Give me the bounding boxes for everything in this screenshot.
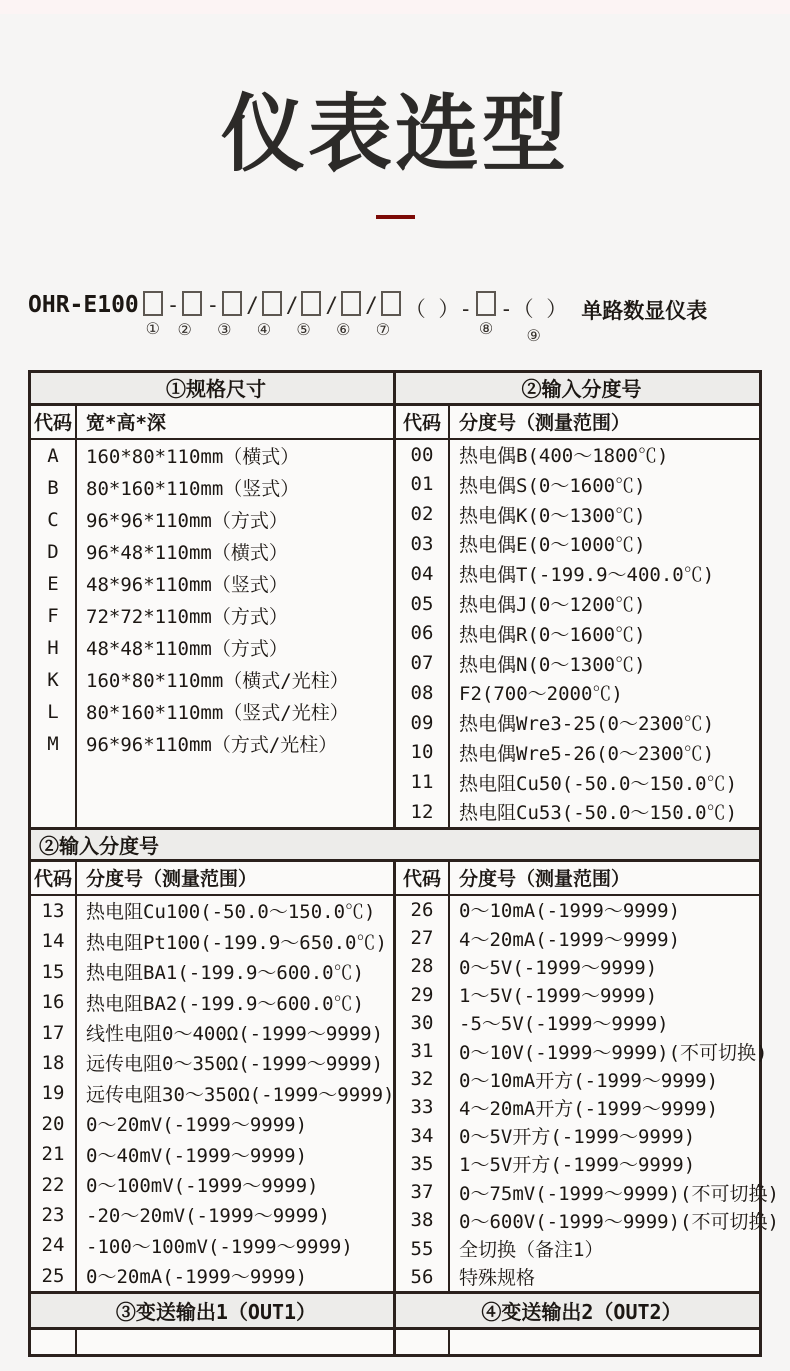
code-cell: 37: [410, 1181, 434, 1204]
input-range-list-1: [396, 440, 759, 827]
desc-cell: 热电阻BA1(-199.9～600.0℃): [86, 962, 365, 985]
table-row: [31, 1017, 393, 1047]
table-row: [396, 980, 779, 1008]
model-code-slot: [206, 289, 242, 338]
code-cell: 34: [410, 1124, 434, 1147]
model-code-slot-top: [500, 289, 567, 323]
section3-body-clipped: [31, 1330, 759, 1354]
code-cell: H: [47, 636, 59, 659]
desc-cell: 0～10mA(-1999～9999): [459, 900, 681, 923]
col-header-range: 分度号（测量范围）: [86, 868, 258, 891]
desc-cell: -100～100mV(-1999～9999): [86, 1235, 353, 1258]
code-cell: D: [47, 540, 59, 563]
code-cell: F: [47, 604, 59, 627]
table-row: [396, 440, 759, 470]
code-cell: 03: [410, 532, 434, 555]
table-row: [31, 1169, 393, 1199]
code-cell: L: [47, 700, 59, 723]
code-cell: 14: [41, 930, 65, 953]
code-cell: 11: [410, 771, 434, 794]
code-cell: 27: [410, 927, 434, 950]
table-row: [31, 957, 393, 987]
code-cell: 21: [41, 1143, 65, 1166]
input-range-list-2-right: [396, 896, 779, 1291]
col-header-code: 代码: [33, 868, 72, 891]
code-box: [262, 291, 282, 316]
desc-cell: 0～20mV(-1999～9999): [86, 1114, 308, 1137]
ordering-code-line: [28, 289, 790, 344]
position-marker: ⑨: [526, 325, 541, 345]
code-cell: 30: [410, 1011, 434, 1034]
model-code-slot: [500, 289, 567, 344]
model-code-slot-top: [206, 289, 242, 317]
position-marker: ④: [256, 319, 272, 339]
code-separator: /: [365, 292, 378, 317]
code-cell: 23: [41, 1203, 65, 1226]
code-cell: 15: [41, 960, 65, 983]
desc-cell: 热电偶R(0～1600℃): [459, 623, 646, 646]
column-divider: [75, 1330, 77, 1354]
code-cell: 08: [410, 681, 434, 704]
table-row: [396, 678, 759, 708]
code-box: [381, 291, 401, 316]
code-cell: 06: [410, 622, 434, 645]
desc-cell: 热电偶S(0～1600℃): [459, 474, 646, 497]
table-row: [396, 1178, 779, 1206]
section3-left-partial: [31, 1330, 396, 1354]
col-header-code: 代码: [33, 412, 72, 435]
position-marker: ⑤: [296, 319, 311, 339]
section3-header-row: [31, 1294, 759, 1330]
position-marker: ⑦: [375, 319, 391, 339]
table-row: [396, 708, 759, 738]
code-separator: （ ）-: [404, 296, 473, 321]
code-cell: 56: [410, 1265, 434, 1288]
code-box: [222, 291, 242, 316]
section1-subheader-row: [31, 406, 759, 440]
code-cell: 13: [41, 899, 65, 922]
desc-cell: 48*96*110mm（竖式）: [86, 574, 288, 597]
table-row: [31, 1200, 393, 1230]
code-cell: 22: [41, 1173, 65, 1196]
table-row: [396, 952, 779, 980]
desc-cell: 160*80*110mm（横式）: [86, 446, 300, 469]
code-cell: B: [47, 476, 59, 499]
table-row: [396, 767, 759, 797]
code-cell: K: [47, 668, 59, 691]
code-separator: -: [166, 292, 180, 317]
code-cell: 09: [410, 711, 434, 734]
table-row: [31, 696, 393, 728]
code-cell: 07: [410, 652, 434, 675]
table-row: [396, 1122, 779, 1150]
table-row: [396, 1234, 779, 1262]
model-code-slot: [167, 289, 203, 338]
table-row: [31, 600, 393, 632]
code-cell: 38: [410, 1209, 434, 1232]
table-row: [396, 1206, 779, 1234]
subheader-cells: [396, 862, 759, 894]
table-row: [31, 568, 393, 600]
table-row: [31, 504, 393, 536]
col-header-code: 代码: [402, 868, 441, 891]
code-separator: -（ ）: [500, 296, 568, 321]
table-row: [396, 1009, 779, 1037]
table-row: [31, 472, 393, 504]
table-row: [31, 987, 393, 1017]
code-cell: 24: [41, 1234, 65, 1257]
desc-cell: 热电偶J(0～1200℃): [459, 594, 646, 616]
code-separator: -: [206, 292, 220, 317]
desc-cell: 热电偶Wre3-25(0～2300℃): [459, 713, 715, 736]
model-code-slot: [286, 289, 322, 338]
table-row: [31, 632, 393, 664]
code-cell: 35: [410, 1152, 434, 1175]
desc-cell: F2(700～2000℃): [459, 683, 623, 706]
desc-cell: 热电阻Cu53(-50.0～150.0℃): [459, 802, 738, 825]
table-row: [396, 924, 779, 952]
code-box: [476, 291, 496, 316]
model-code-slot-top: [143, 289, 163, 316]
code-cell: M: [47, 732, 59, 755]
selection-table: [28, 370, 779, 1357]
desc-cell: 线性电阻0～400Ω(-1999～9999): [86, 1023, 384, 1046]
code-box: [341, 291, 361, 316]
table-row: [396, 470, 759, 500]
section-title-out1: ③变送输出1（OUT1）: [31, 1294, 396, 1327]
column-divider: [75, 440, 77, 827]
desc-cell: 0～40mV(-1999～9999): [86, 1144, 308, 1167]
desc-cell: 热电阻Cu50(-50.0～150.0℃): [459, 772, 738, 795]
col-header-code: 代码: [402, 412, 441, 435]
table-row: [396, 1065, 779, 1093]
desc-cell: 远传电阻0～350Ω(-1999～9999): [86, 1053, 384, 1076]
code-separator: /: [325, 292, 339, 317]
position-marker: ①: [145, 318, 160, 338]
section1-right-subheader: [396, 406, 759, 438]
section-title-input-range: ②输入分度号: [521, 377, 642, 402]
desc-cell: 热电偶Wre5-26(0～2300℃): [459, 742, 715, 765]
code-separator: /: [285, 292, 299, 317]
table-row: [396, 896, 779, 924]
code-box: [182, 291, 202, 316]
model-suffix: 单路数显仪表: [581, 298, 708, 323]
code-cell: 19: [41, 1082, 65, 1105]
desc-cell: 96*96*110mm（方式/光柱）: [86, 734, 338, 757]
code-cell: 10: [410, 741, 434, 764]
model-code-slot-top: [405, 289, 472, 323]
column-divider: [448, 406, 450, 438]
table-row: [396, 648, 759, 678]
section-title-out2: ④变送输出2（OUT2）: [481, 1299, 682, 1324]
desc-cell: 0～10mA开方(-1999～9999): [459, 1069, 719, 1092]
code-cell: 16: [41, 991, 65, 1014]
model-code-slot-top: [167, 289, 203, 317]
code-cell: 20: [41, 1112, 65, 1135]
desc-cell: 0～10V(-1999～9999)(不可切换): [459, 1041, 768, 1064]
desc-cell: 热电阻Pt100(-199.9～650.0℃): [86, 931, 387, 954]
table-row: [31, 926, 393, 956]
table-row: [31, 536, 393, 568]
desc-cell: 热电偶T(-199.9～400.0℃): [459, 564, 715, 587]
column-divider: [448, 1330, 450, 1354]
section2-left-subheader: [31, 862, 396, 894]
desc-cell: 0～20mA(-1999～9999): [86, 1266, 308, 1289]
section1-left-subheader: [31, 406, 396, 438]
code-cell: C: [47, 508, 59, 531]
desc-cell: 96*48*110mm（横式）: [86, 542, 288, 565]
table-row: [31, 1048, 393, 1078]
table-row: [31, 728, 393, 760]
model-code-slot-top: [365, 289, 401, 317]
desc-cell: 0～75mV(-1999～9999)(不可切换): [459, 1182, 779, 1205]
desc-cell: 热电阻Cu100(-50.0～150.0℃): [86, 901, 376, 924]
desc-cell: 96*96*110mm（方式）: [86, 510, 288, 533]
table-row: [396, 1150, 779, 1178]
desc-cell: 48*48*110mm（方式）: [86, 638, 288, 661]
model-code-slot-top: [246, 289, 282, 317]
code-cell: 17: [41, 1021, 65, 1044]
model-code-slot: [246, 289, 282, 338]
spec-size-list: [31, 440, 396, 827]
model-code-slot: [143, 289, 163, 337]
desc-cell: 特殊规格: [459, 1267, 536, 1290]
desc-cell: -20～20mV(-1999～9999): [86, 1205, 330, 1228]
subheader-cells: [31, 406, 393, 438]
col-header-range: 分度号（测量范围）: [459, 868, 631, 891]
table-row: [396, 499, 759, 529]
code-cell: 28: [410, 955, 434, 978]
col-header-dimensions: 宽*高*深: [86, 412, 166, 435]
column-divider: [448, 862, 450, 894]
section3-right-partial: [396, 1330, 759, 1354]
column-divider: [448, 896, 450, 1291]
code-cell: A: [47, 444, 59, 467]
desc-cell: 80*160*110mm（竖式）: [86, 478, 300, 501]
position-marker: ②: [177, 319, 192, 339]
desc-cell: 0～5V开方(-1999～9999): [459, 1126, 696, 1149]
table-row: [31, 1139, 393, 1169]
table-row: [31, 440, 393, 472]
model-prefix: OHR-E100: [28, 291, 139, 318]
position-marker: ③: [217, 319, 232, 339]
position-marker: ⑧: [478, 318, 494, 338]
top-strip: [0, 0, 790, 14]
column-divider: [448, 440, 450, 827]
desc-cell: 0～100mV(-1999～9999): [86, 1175, 319, 1197]
code-cell: 12: [410, 800, 434, 823]
code-cell: 33: [410, 1096, 434, 1119]
table-row: [31, 896, 393, 926]
desc-cell: 热电偶B(400～1800℃): [459, 445, 669, 468]
code-box: [143, 291, 163, 316]
section2-right-subheader: [396, 862, 759, 894]
desc-cell: 远传电阻30～350Ω(-1999～9999): [86, 1083, 395, 1106]
table-row: [396, 1037, 779, 1065]
code-cell: 01: [410, 473, 434, 496]
table-row: [396, 1263, 779, 1291]
subheader-cells: [396, 406, 759, 438]
table-row: [396, 589, 759, 619]
section1-header-row: [31, 373, 759, 406]
desc-cell: -5～5V(-1999～9999): [459, 1013, 669, 1036]
table-row: [31, 1078, 393, 1108]
table-row: [396, 529, 759, 559]
table-row: [396, 559, 759, 589]
code-cell: 26: [410, 898, 434, 921]
model-code-slot-top: [325, 289, 361, 317]
desc-cell: 1～5V(-1999～9999): [459, 985, 658, 1008]
col-header-range: 分度号（测量范围）: [459, 412, 631, 435]
code-separator: /: [246, 292, 259, 317]
model-code-slot-top: [476, 289, 496, 316]
table-row: [31, 664, 393, 696]
code-cell: 31: [410, 1040, 434, 1062]
model-code-slot: [476, 289, 496, 337]
model-code-slot: [325, 289, 361, 338]
desc-cell: 全切换（备注1）: [459, 1239, 604, 1262]
table-row: [31, 1260, 393, 1290]
page-title: 仪表选型: [220, 85, 569, 183]
section2-subheader-row: [31, 862, 759, 896]
desc-cell: 0～5V(-1999～9999): [459, 956, 658, 979]
desc-cell: 热电阻BA2(-199.9～600.0℃): [86, 992, 365, 1015]
table-row: [396, 1093, 779, 1121]
section1-body: [31, 440, 759, 830]
model-code-slot: [365, 289, 401, 338]
desc-cell: 72*72*110mm（方式）: [86, 606, 288, 629]
subheader-cells: [31, 862, 393, 894]
table-row: [396, 797, 759, 827]
model-code-slot: [405, 289, 472, 344]
table-row: [31, 1109, 393, 1139]
position-marker: ⑥: [336, 319, 351, 339]
title-underline-accent: [376, 215, 415, 219]
desc-cell: 4～20mA(-1999～9999): [459, 928, 681, 951]
code-cell: 32: [410, 1068, 434, 1091]
model-code-slot-top: [286, 289, 322, 317]
code-cell: 05: [410, 592, 434, 615]
code-cell: E: [47, 572, 59, 595]
code-cell: 29: [410, 983, 434, 1006]
desc-cell: 160*80*110mm（横式/光柱）: [86, 670, 349, 693]
column-divider: [75, 862, 77, 894]
column-divider: [75, 406, 77, 438]
desc-cell: 0～600V(-1999～9999)(不可切换): [459, 1210, 779, 1233]
code-cell: 02: [410, 503, 434, 526]
code-box: [301, 291, 321, 316]
desc-cell: 1～5V开方(-1999～9999): [459, 1154, 696, 1177]
section-title-specs: ①规格尺寸: [31, 373, 396, 403]
desc-cell: 80*160*110mm（竖式/光柱）: [86, 702, 349, 725]
section2-body: [31, 896, 779, 1294]
code-cell: 04: [410, 562, 434, 585]
code-cell: 55: [410, 1237, 434, 1260]
desc-cell: 热电偶N(0～1300℃): [459, 653, 646, 676]
desc-cell: 热电偶E(0～1000℃): [459, 534, 646, 557]
input-range-list-2-left: [31, 896, 396, 1291]
column-divider: [75, 896, 77, 1291]
table-row: [396, 618, 759, 648]
code-cell: 18: [41, 1051, 65, 1074]
desc-cell: 4～20mA开方(-1999～9999): [459, 1097, 719, 1120]
code-cell: 25: [41, 1264, 65, 1287]
code-cell: 00: [410, 443, 434, 466]
desc-cell: 热电偶K(0～1300℃): [459, 504, 646, 527]
section-title-input-range-2: ②输入分度号: [31, 830, 759, 862]
table-row: [31, 1230, 393, 1260]
table-row: [396, 737, 759, 767]
